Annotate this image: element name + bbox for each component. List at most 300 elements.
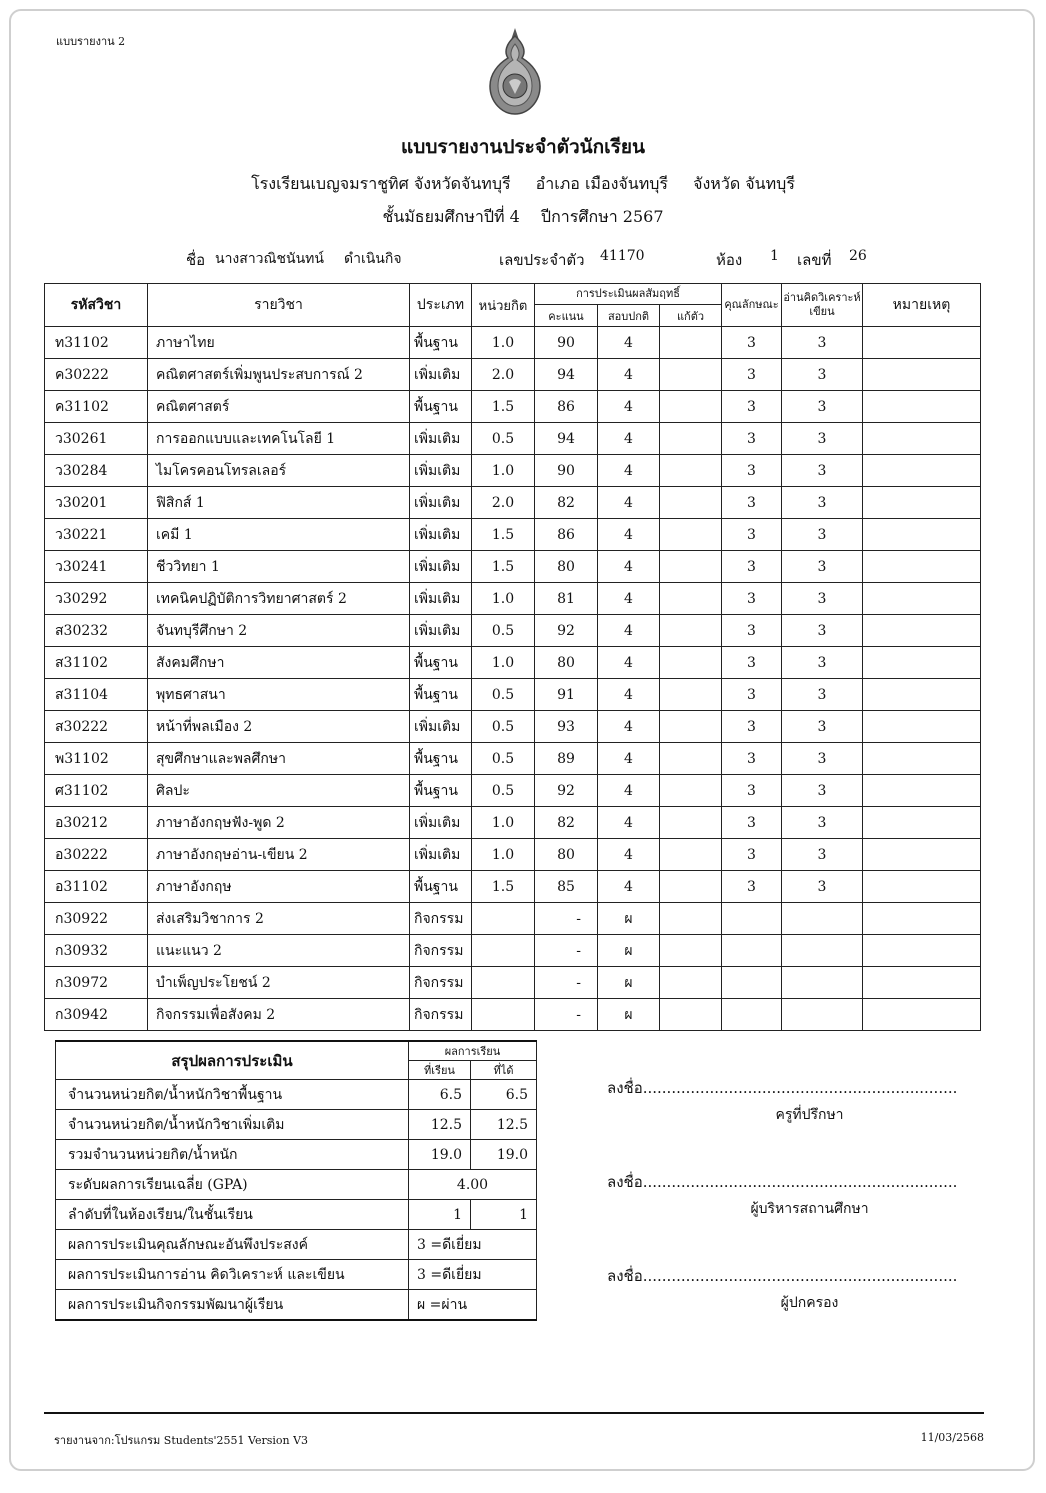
subject-code: ค30222 <box>45 359 148 391</box>
subject-reading <box>782 903 863 935</box>
subject-code: ส30222 <box>45 711 148 743</box>
subject-type: เพิ่มเติม <box>410 807 472 839</box>
school-name: โรงเรียนเบญจมราชูทิศ จังหวัดจันทบุรี <box>251 174 511 193</box>
subject-reading: 3 <box>782 583 863 615</box>
subject-reading: 3 <box>782 487 863 519</box>
subject-type: พื้นฐาน <box>410 647 472 679</box>
signature-director <box>607 1170 982 1220</box>
subject-normal-grade: 4 <box>598 423 660 455</box>
subject-normal-grade: ผ <box>598 903 660 935</box>
subject-code: ค31102 <box>45 391 148 423</box>
subject-score: 80 <box>535 551 598 583</box>
subject-credit: 1.0 <box>472 583 535 615</box>
subject-reading: 3 <box>782 327 863 359</box>
subject-credit: 1.0 <box>472 839 535 871</box>
subject-normal-grade: 4 <box>598 743 660 775</box>
signature-role: ผู้ปกครอง <box>780 1295 839 1311</box>
subject-reading: 3 <box>782 743 863 775</box>
subject-character <box>722 999 782 1031</box>
subject-credit: 0.5 <box>472 775 535 807</box>
subject-note <box>863 679 981 711</box>
subject-normal-grade: 4 <box>598 871 660 903</box>
student-name: นางสาวณิชนันทน์ <box>215 251 324 267</box>
summary-studied-header: ที่เรียน <box>409 1061 471 1080</box>
subject-note <box>863 839 981 871</box>
subject-name: ชีววิทยา 1 <box>148 551 410 583</box>
eval-row <box>56 1290 537 1321</box>
subject-character <box>722 967 782 999</box>
subject-type: เพิ่มเติม <box>410 519 472 551</box>
room-number: 1 <box>770 248 779 264</box>
subject-normal-grade: 4 <box>598 551 660 583</box>
table-row <box>45 327 981 359</box>
subject-note <box>863 487 981 519</box>
subject-note <box>863 423 981 455</box>
subject-type: เพิ่มเติม <box>410 583 472 615</box>
subject-credit <box>472 967 535 999</box>
subject-note <box>863 999 981 1031</box>
subject-credit: 1.5 <box>472 871 535 903</box>
subject-note <box>863 359 981 391</box>
subject-type: เพิ่มเติม <box>410 455 472 487</box>
room-label: ห้อง <box>716 251 743 269</box>
subject-score: 90 <box>535 455 598 487</box>
eval-value: 3 =ดีเยี่ยม <box>409 1230 537 1260</box>
subject-type: กิจกรรม <box>410 903 472 935</box>
school-seal-emblem <box>484 26 546 118</box>
table-row <box>45 871 981 903</box>
subject-reading: 3 <box>782 423 863 455</box>
header-character: คุณลักษณะ <box>722 284 782 327</box>
summary-earned: 12.5 <box>471 1110 537 1140</box>
summary-earned: 6.5 <box>471 1080 537 1110</box>
subject-retake <box>660 359 722 391</box>
subject-type: พื้นฐาน <box>410 327 472 359</box>
subject-credit: 1.5 <box>472 551 535 583</box>
summary-label: จำนวนหน่วยกิต/น้ำหนักวิชาพื้นฐาน <box>56 1080 409 1110</box>
subject-credit: 0.5 <box>472 743 535 775</box>
subject-name: คณิตศาสตร์เพิ่มพูนประสบการณ์ 2 <box>148 359 410 391</box>
subject-name: ภาษาอังกฤษฟัง-พูด 2 <box>148 807 410 839</box>
subject-credit: 1.0 <box>472 327 535 359</box>
subject-name: เทคนิคปฏิบัติการวิทยาศาสตร์ 2 <box>148 583 410 615</box>
subject-credit: 1.0 <box>472 455 535 487</box>
subject-type: เพิ่มเติม <box>410 711 472 743</box>
signature-line: ลงชื่อ.................................................................. <box>607 1267 958 1285</box>
subject-code: ส31104 <box>45 679 148 711</box>
subject-name: คณิตศาสตร์ <box>148 391 410 423</box>
eval-row <box>56 1230 537 1260</box>
subject-retake <box>660 583 722 615</box>
subject-name: ไมโครคอนโทรลเลอร์ <box>148 455 410 487</box>
signature-role: ครูที่ปรึกษา <box>775 1107 844 1123</box>
signature-advisor <box>607 1076 982 1126</box>
subject-retake <box>660 903 722 935</box>
subject-normal-grade: 4 <box>598 519 660 551</box>
table-row <box>45 647 981 679</box>
gpa-value: 4.00 <box>409 1170 537 1200</box>
subject-note <box>863 519 981 551</box>
subject-score: 82 <box>535 807 598 839</box>
subject-score: 80 <box>535 647 598 679</box>
subject-reading: 3 <box>782 391 863 423</box>
subject-type: เพิ่มเติม <box>410 839 472 871</box>
subject-name: จันทบุรีศึกษา 2 <box>148 615 410 647</box>
subject-normal-grade: 4 <box>598 839 660 871</box>
subject-normal-grade: 4 <box>598 679 660 711</box>
subject-note <box>863 583 981 615</box>
subject-character: 3 <box>722 487 782 519</box>
subject-reading: 3 <box>782 615 863 647</box>
student-id: 41170 <box>600 248 645 264</box>
table-row <box>45 903 981 935</box>
header-subject: รายวิชา <box>148 284 410 327</box>
subject-code: ว30201 <box>45 487 148 519</box>
subject-note <box>863 327 981 359</box>
summary-label: จำนวนหน่วยกิต/น้ำหนักวิชาเพิ่มเติม <box>56 1110 409 1140</box>
subject-code: ท31102 <box>45 327 148 359</box>
subject-score: 85 <box>535 871 598 903</box>
subject-score: 94 <box>535 423 598 455</box>
subject-retake <box>660 967 722 999</box>
rank-label: ลำดับที่ในห้องเรียน/ในชั้นเรียน <box>56 1200 409 1230</box>
subject-normal-grade: 4 <box>598 647 660 679</box>
eval-value: 3 =ดีเยี่ยม <box>409 1260 537 1290</box>
subject-score: - <box>535 935 598 967</box>
subject-retake <box>660 615 722 647</box>
subject-reading <box>782 935 863 967</box>
subject-normal-grade: ผ <box>598 999 660 1031</box>
subject-note <box>863 967 981 999</box>
table-row <box>45 839 981 871</box>
school-line <box>0 172 1046 197</box>
subject-reading: 3 <box>782 839 863 871</box>
subject-character <box>722 903 782 935</box>
subject-code: ว30292 <box>45 583 148 615</box>
subject-note <box>863 647 981 679</box>
header-note: หมายเหตุ <box>863 284 981 327</box>
table-row <box>45 455 981 487</box>
subject-code: ก30972 <box>45 967 148 999</box>
subject-retake <box>660 455 722 487</box>
gpa-label: ระดับผลการเรียนเฉลี่ย (GPA) <box>56 1170 409 1200</box>
table-row <box>45 743 981 775</box>
subject-character: 3 <box>722 775 782 807</box>
summary-studied: 6.5 <box>409 1080 471 1110</box>
subject-credit: 2.0 <box>472 359 535 391</box>
subject-character: 3 <box>722 391 782 423</box>
table-row <box>45 679 981 711</box>
subject-character: 3 <box>722 807 782 839</box>
eval-label: ผลการประเมินคุณลักษณะอันพึงประสงค์ <box>56 1230 409 1260</box>
subject-code: ว30284 <box>45 455 148 487</box>
subject-name: สุขศึกษาและพลศึกษา <box>148 743 410 775</box>
subject-score: 90 <box>535 327 598 359</box>
eval-value: ผ =ผ่าน <box>409 1290 537 1321</box>
subject-note <box>863 615 981 647</box>
grade-level: ชั้นมัธยมศึกษาปีที่ 4 <box>382 207 520 226</box>
subject-normal-grade: 4 <box>598 807 660 839</box>
subject-character: 3 <box>722 327 782 359</box>
student-surname: ดำเนินกิจ <box>344 251 402 267</box>
subject-character <box>722 935 782 967</box>
subject-credit: 0.5 <box>472 711 535 743</box>
subject-score: 91 <box>535 679 598 711</box>
subject-retake <box>660 327 722 359</box>
subject-character: 3 <box>722 359 782 391</box>
subject-normal-grade: 4 <box>598 455 660 487</box>
subject-reading: 3 <box>782 647 863 679</box>
subject-retake <box>660 871 722 903</box>
summary-studied: 19.0 <box>409 1140 471 1170</box>
subject-credit <box>472 903 535 935</box>
table-row <box>45 807 981 839</box>
subject-note <box>863 903 981 935</box>
subject-note <box>863 743 981 775</box>
subject-note <box>863 391 981 423</box>
subject-credit: 1.5 <box>472 519 535 551</box>
subject-normal-grade: 4 <box>598 327 660 359</box>
subject-code: ว30241 <box>45 551 148 583</box>
table-row <box>45 935 981 967</box>
summary-row <box>56 1080 537 1110</box>
subject-retake <box>660 711 722 743</box>
subject-reading: 3 <box>782 807 863 839</box>
table-row <box>45 999 981 1031</box>
table-row <box>45 967 981 999</box>
subject-retake <box>660 423 722 455</box>
subject-name: ฟิสิกส์ 1 <box>148 487 410 519</box>
subject-type: พื้นฐาน <box>410 871 472 903</box>
subject-note <box>863 775 981 807</box>
subject-note <box>863 871 981 903</box>
header-retake: แก้ตัว <box>660 305 722 327</box>
subject-retake <box>660 391 722 423</box>
form-code: แบบรายงาน 2 <box>56 35 126 48</box>
summary-earned: 19.0 <box>471 1140 537 1170</box>
summary-label: รวมจำนวนหน่วยกิต/น้ำหนัก <box>56 1140 409 1170</box>
subject-type: พื้นฐาน <box>410 743 472 775</box>
table-row <box>45 391 981 423</box>
signature-line: ลงชื่อ.................................................................. <box>607 1079 958 1097</box>
table-row <box>45 615 981 647</box>
subject-score: 94 <box>535 359 598 391</box>
subject-retake <box>660 487 722 519</box>
district: อำเภอ เมืองจันทบุรี <box>535 174 669 193</box>
subject-name: ภาษาอังกฤษ <box>148 871 410 903</box>
rank-row <box>56 1200 537 1230</box>
subject-reading: 3 <box>782 359 863 391</box>
subject-score: 86 <box>535 519 598 551</box>
summary-row <box>56 1110 537 1140</box>
subject-note <box>863 711 981 743</box>
header-credit: หน่วยกิต <box>472 284 535 327</box>
subject-retake <box>660 647 722 679</box>
subject-score: 92 <box>535 775 598 807</box>
header-type: ประเภท <box>410 284 472 327</box>
subject-score: - <box>535 903 598 935</box>
subject-name: สังคมศึกษา <box>148 647 410 679</box>
subject-type: กิจกรรม <box>410 935 472 967</box>
subject-credit: 2.0 <box>472 487 535 519</box>
subject-code: ว30221 <box>45 519 148 551</box>
subject-retake <box>660 999 722 1031</box>
subject-name: ภาษาไทย <box>148 327 410 359</box>
subject-type: พื้นฐาน <box>410 391 472 423</box>
subject-character: 3 <box>722 551 782 583</box>
summary-table <box>55 1040 537 1321</box>
subject-character: 3 <box>722 839 782 871</box>
header-achievement: การประเมินผลสัมฤทธิ์ <box>535 284 722 305</box>
rank-room: 1 <box>409 1200 471 1230</box>
academic-year: ปีการศึกษา 2567 <box>540 207 664 226</box>
subject-name: เคมี 1 <box>148 519 410 551</box>
subject-code: อ30222 <box>45 839 148 871</box>
header-reading: อ่านคิดวิเคราะห์เขียน <box>782 284 863 327</box>
subject-credit: 1.0 <box>472 647 535 679</box>
subject-retake <box>660 679 722 711</box>
subject-name: พุทธศาสนา <box>148 679 410 711</box>
subject-code: ก30942 <box>45 999 148 1031</box>
seat-number: 26 <box>849 248 867 264</box>
subject-code: ส30232 <box>45 615 148 647</box>
subject-credit: 1.5 <box>472 391 535 423</box>
header-score: คะแนน <box>535 305 598 327</box>
subject-character: 3 <box>722 647 782 679</box>
table-row <box>45 583 981 615</box>
subject-reading: 3 <box>782 551 863 583</box>
signature-role: ผู้บริหารสถานศึกษา <box>750 1201 869 1217</box>
subject-normal-grade: 4 <box>598 391 660 423</box>
subject-note <box>863 455 981 487</box>
subject-retake <box>660 551 722 583</box>
subject-score: 93 <box>535 711 598 743</box>
summary-studied: 12.5 <box>409 1110 471 1140</box>
subject-normal-grade: 4 <box>598 359 660 391</box>
subject-reading: 3 <box>782 775 863 807</box>
subject-code: ศ31102 <box>45 775 148 807</box>
subject-score: 81 <box>535 583 598 615</box>
subject-type: กิจกรรม <box>410 967 472 999</box>
table-row <box>45 519 981 551</box>
student-id-label: เลขประจำตัว <box>499 251 585 269</box>
table-row <box>45 487 981 519</box>
subject-retake <box>660 839 722 871</box>
subject-code: อ30212 <box>45 807 148 839</box>
eval-row <box>56 1260 537 1290</box>
subject-character: 3 <box>722 455 782 487</box>
header-normal-exam: สอบปกติ <box>598 305 660 327</box>
subject-normal-grade: ผ <box>598 967 660 999</box>
subject-code: อ31102 <box>45 871 148 903</box>
footer-divider <box>44 1412 984 1414</box>
table-row <box>45 711 981 743</box>
subject-type: เพิ่มเติม <box>410 615 472 647</box>
subject-score: 86 <box>535 391 598 423</box>
subject-name: บำเพ็ญประโยชน์ 2 <box>148 967 410 999</box>
subject-credit: 0.5 <box>472 615 535 647</box>
subject-character: 3 <box>722 711 782 743</box>
seat-number-label: เลขที่ <box>797 251 832 269</box>
subject-score: 82 <box>535 487 598 519</box>
subject-code: พ31102 <box>45 743 148 775</box>
subject-score: 80 <box>535 839 598 871</box>
subject-name: ส่งเสริมวิชาการ 2 <box>148 903 410 935</box>
subject-reading: 3 <box>782 711 863 743</box>
subject-note <box>863 551 981 583</box>
summary-earned-header: ที่ได้ <box>471 1061 537 1080</box>
subject-type: กิจกรรม <box>410 999 472 1031</box>
footer-source: รายงานจาก:โปรแกรม Students'2551 Version V3 <box>54 1434 309 1447</box>
eval-label: ผลการประเมินการอ่าน คิดวิเคราะห์ และเขียน <box>56 1260 409 1290</box>
subject-credit: 0.5 <box>472 679 535 711</box>
subject-credit <box>472 999 535 1031</box>
subject-name: การออกแบบและเทคโนโลยี 1 <box>148 423 410 455</box>
subject-normal-grade: 4 <box>598 583 660 615</box>
subject-score: 89 <box>535 743 598 775</box>
subject-retake <box>660 519 722 551</box>
subject-type: เพิ่มเติม <box>410 359 472 391</box>
header-code: รหัสวิชา <box>45 284 148 327</box>
subject-note <box>863 935 981 967</box>
table-row <box>45 551 981 583</box>
gpa-row <box>56 1170 537 1200</box>
subject-retake <box>660 807 722 839</box>
subject-character: 3 <box>722 743 782 775</box>
signature-parent <box>607 1264 982 1314</box>
table-row <box>45 359 981 391</box>
subject-character: 3 <box>722 423 782 455</box>
subject-score: - <box>535 967 598 999</box>
subject-name: ภาษาอังกฤษอ่าน-เขียน 2 <box>148 839 410 871</box>
student-name-label: ชื่อ <box>186 251 206 269</box>
subject-normal-grade: 4 <box>598 711 660 743</box>
subject-character: 3 <box>722 615 782 647</box>
subject-credit <box>472 935 535 967</box>
subject-reading: 3 <box>782 871 863 903</box>
subject-retake <box>660 775 722 807</box>
grade-line <box>0 205 1046 230</box>
subject-character: 3 <box>722 519 782 551</box>
subject-retake <box>660 743 722 775</box>
subject-character: 3 <box>722 871 782 903</box>
subject-code: ก30932 <box>45 935 148 967</box>
table-row <box>45 423 981 455</box>
subject-type: เพิ่มเติม <box>410 487 472 519</box>
subject-normal-grade: 4 <box>598 615 660 647</box>
subject-retake <box>660 935 722 967</box>
subject-reading: 3 <box>782 679 863 711</box>
subject-normal-grade: ผ <box>598 935 660 967</box>
grades-table <box>44 283 981 1031</box>
province: จังหวัด จันทบุรี <box>693 174 795 193</box>
table-row <box>45 775 981 807</box>
subject-type: เพิ่มเติม <box>410 423 472 455</box>
subject-code: ก30922 <box>45 903 148 935</box>
subject-reading <box>782 999 863 1031</box>
subject-score: - <box>535 999 598 1031</box>
subject-name: หน้าที่พลเมือง 2 <box>148 711 410 743</box>
summary-result-header: ผลการเรียน <box>409 1041 537 1061</box>
subject-reading: 3 <box>782 519 863 551</box>
subject-normal-grade: 4 <box>598 775 660 807</box>
subject-character: 3 <box>722 679 782 711</box>
subject-name: แนะแนว 2 <box>148 935 410 967</box>
subject-note <box>863 807 981 839</box>
signature-line: ลงชื่อ.................................................................. <box>607 1173 958 1191</box>
subject-code: ว30261 <box>45 423 148 455</box>
subject-name: กิจกรรมเพื่อสังคม 2 <box>148 999 410 1031</box>
